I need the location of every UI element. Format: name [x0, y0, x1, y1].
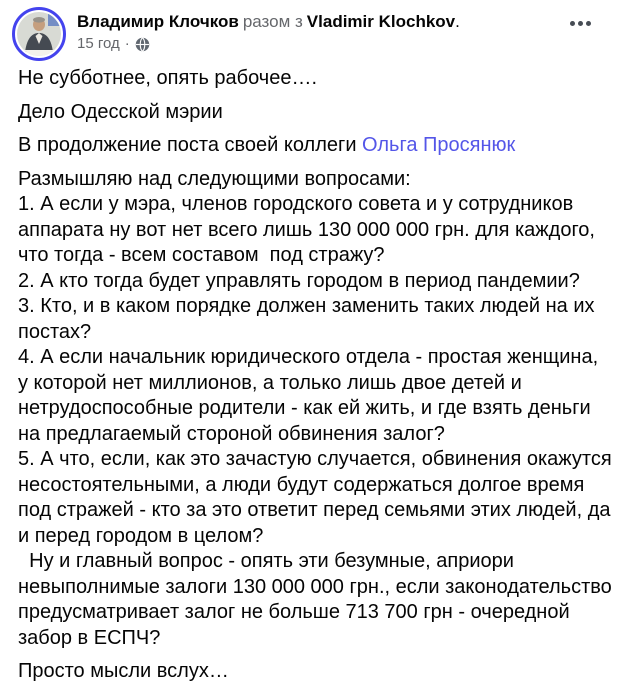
author-name-link[interactable]: Владимир Клочков — [77, 12, 239, 31]
globe-privacy-icon — [135, 37, 150, 52]
tagged-name-link[interactable]: Vladimir Klochkov — [306, 12, 456, 31]
post-header — [0, 0, 617, 61]
dot-separator: · — [124, 35, 130, 52]
period-text: . — [455, 12, 460, 31]
post-paragraph-1: Не субботнее, опять рабочее…. — [18, 67, 318, 89]
post-meta-line — [77, 35, 460, 53]
name-line — [77, 11, 460, 32]
dot-icon — [586, 21, 591, 26]
mention-link-olga-prosyanyuk[interactable]: Ольга Просянюк — [362, 134, 516, 156]
avatar[interactable] — [12, 7, 66, 61]
post-paragraph-4: Размышляю над следующими вопросами: 1. А если у мэра, членов городского совета и у сотрудников аппарата ну вот нет всего лишь 130 000 000 грн. для каждого, что тогда - всем составом под стражу? 2. А кто тогда будет управлять городом в период пандемии? 3. Кто, и в каком порядке должен заменить таких людей на их постах? 4. А если начальник юридического отдела - простая женщина, у которой нет миллионов, а только лишь двое детей и нетрудоспособные родители - как ей жить, и где взять деньги на предлагаемый стороной обвинения залог? 5. А что, если, как это зачастую случается, обвинения окажутся несостоятельными, а люди будут содержаться долгое время под стражей - кто за это ответит перед семьями этих людей, да и перед городом в целом? Ну и главный вопрос - опять эти безумные, априори невыполнимые залоги 130 000 000 грн., если законодательство предусматривает залог не больше 713 700 грн - очередной забор в ЕСПЧ? — [18, 167, 612, 649]
together-with-text: разом з — [242, 12, 303, 31]
dot-icon — [570, 21, 575, 26]
timestamp-link[interactable]: 15 год — [77, 35, 120, 52]
paragraph-text: В продолжение поста своей коллеги — [18, 134, 363, 156]
post-paragraph-3 — [18, 133, 613, 159]
post-paragraph-2: Дело Одесской мэрии — [18, 100, 223, 123]
profile-photo-icon — [17, 12, 61, 56]
header-text-block — [77, 7, 460, 53]
post-body — [0, 61, 617, 685]
dot-icon — [578, 21, 583, 26]
post-paragraph-5: Просто мысли вслух… — [18, 660, 229, 682]
more-options-button[interactable] — [568, 15, 593, 32]
